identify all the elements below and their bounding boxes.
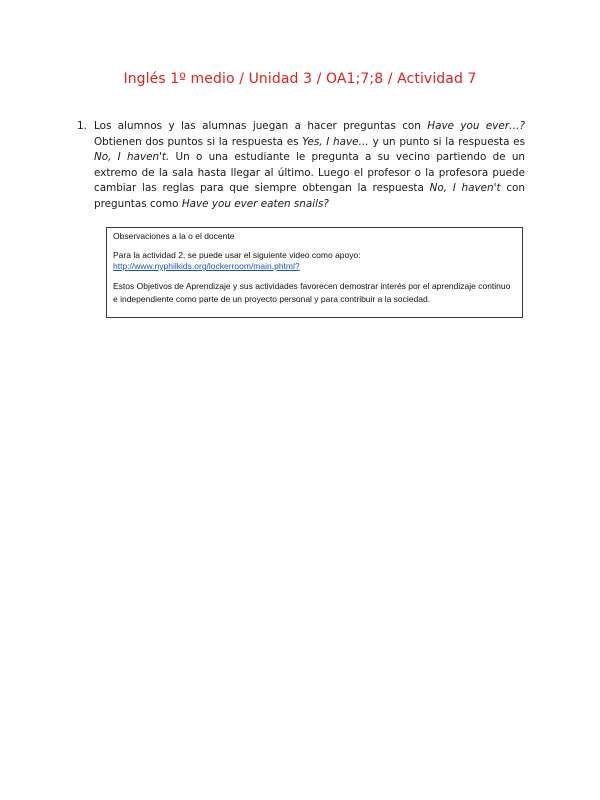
activity-example-phrase: No, I haven't [429,182,501,195]
activity-example-phrase: Have you ever…? [427,120,525,132]
activity-text-part: Los alumnos y las alumnas juegan a hacer preguntas con [94,120,428,132]
activity-text-part: Obtienen dos puntos si la respuesta es [94,135,303,148]
activity-item [77,119,525,213]
activity-example-phrase: Have you ever eaten snails? [181,197,329,210]
teacher-notes-objectives-text: Estos Objetivos de Aprendizaje y sus actividades favorecen demostrar interés por el aprendizaje continuo e independiente como parte de un proyecto personal y para contribuir a la sociedad. [113,281,511,304]
activity-text [94,119,525,213]
activity-text-part: Un o una estudiante le pregunta a su vecino partiendo de un extremo de la sala hasta llegar al último. Luego el profesor o la profesora puede cambiar las reglas para que siempre obtengan la respuesta [94,151,525,195]
activity-text-part: con preguntas como [94,182,525,210]
list-number: 1. [77,120,87,132]
teacher-notes-box [106,227,523,318]
page-title: Inglés 1º medio / Unidad 3 / OA1;7;8 / Actividad 7 [123,71,477,87]
video-link[interactable]: http://www.nyphilkids.org/lockerroom/main.phtml? [113,261,300,271]
activity-text-part: y un punto si la respuesta es [368,135,525,148]
activity-example-phrase: No, I haven't. [94,151,170,164]
teacher-notes-heading: Observaciones a la o el docente [113,231,235,241]
activity-example-phrase: Yes, I have… [302,135,369,148]
teacher-notes-video-text: Para la actividad 2, se puede usar el siguiente video como apoyo: [113,250,361,260]
